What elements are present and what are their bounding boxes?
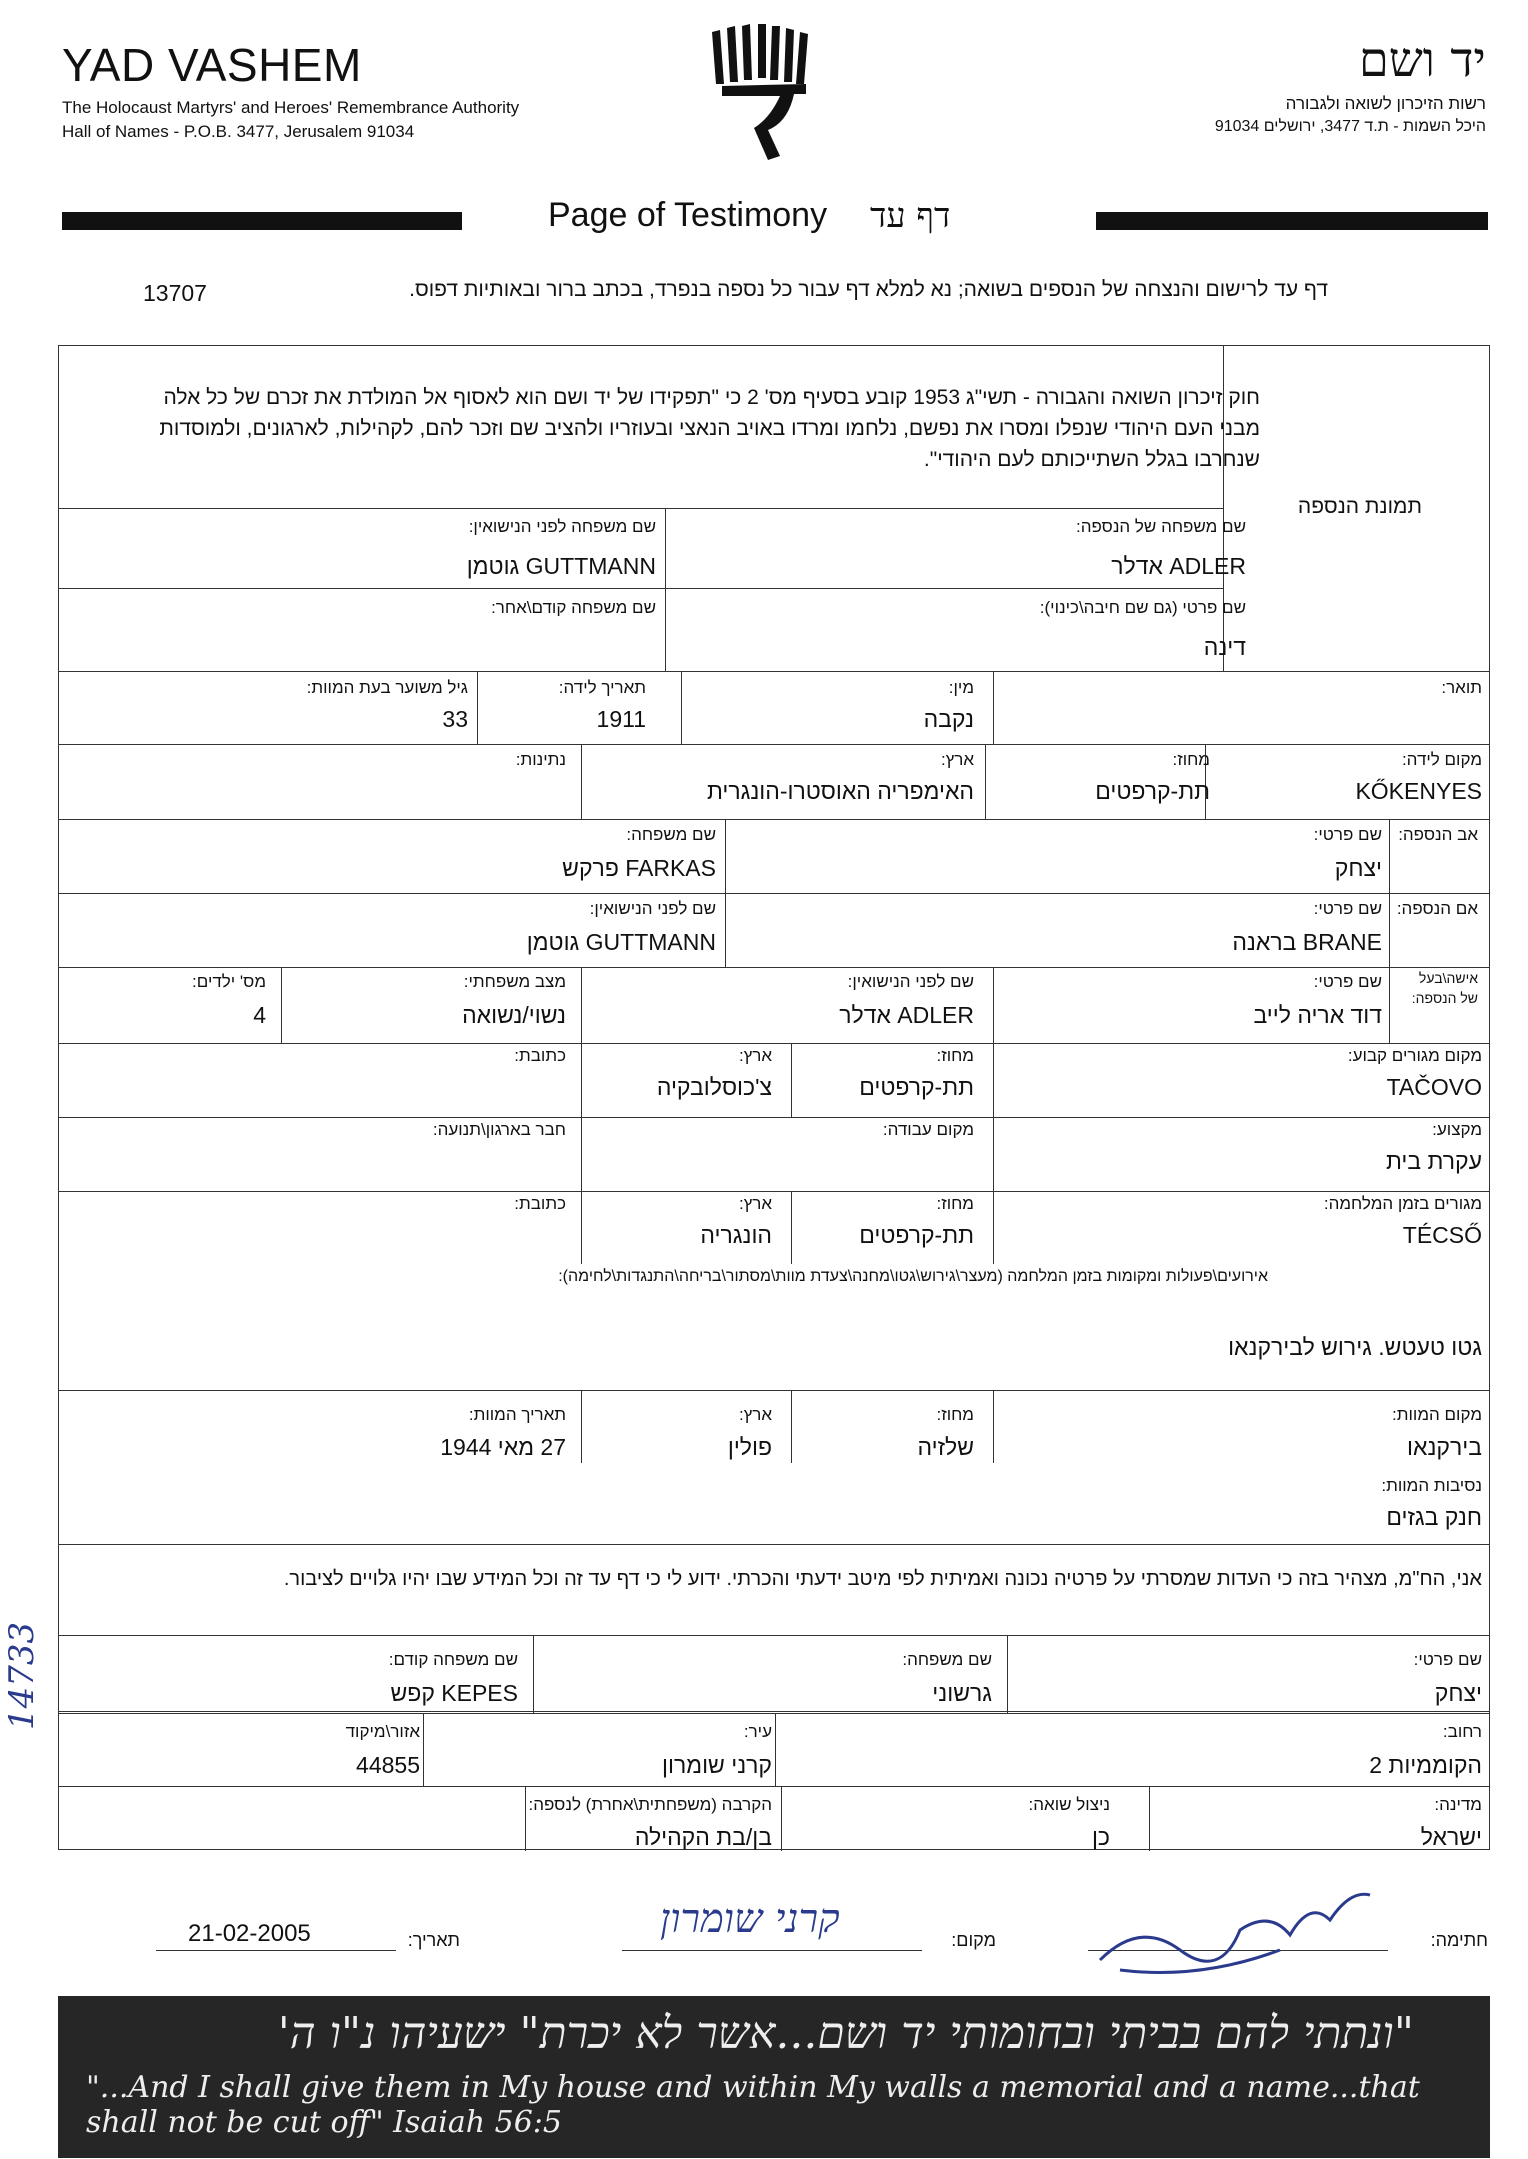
death-circumstances: חנק בגזים: [1386, 1504, 1482, 1530]
birth-country: האימפריה האוסטרו-הונגרית: [706, 778, 974, 804]
workplace-label: מקום עבודה:: [882, 1120, 974, 1139]
spouse-first-name-label: שם פרטי:: [1313, 972, 1382, 991]
marital-status: נשוי/נשואה: [462, 1002, 566, 1028]
wartime-residence-place: TÉCSŐ: [1402, 1222, 1482, 1248]
quote-english: "...And I shall give them in My house and within My walls a memorial and a name...that shall not be cut off" Isaiah 56:5: [86, 2070, 1420, 2140]
victim-previous-name-label: שם משפחה קודם\אחר:: [491, 598, 656, 617]
declaration-text: אני, הח"מ, מצהיר בזה כי העדות שמסרתי על פרטיה נכונה ואמיתית לפי מיטב ידעתי והכרתי. ידוע לי כי דף עד זה וכל המידע שבו יהיו גלויים לציבור.: [283, 1568, 1482, 1590]
father-surname-label: שם משפחה:: [626, 825, 716, 844]
form-number: 13707: [143, 280, 207, 306]
death-date: 27 מאי 1944: [440, 1434, 566, 1460]
org-address-en: Hall of Names - P.O.B. 3477, Jerusalem 91034: [62, 122, 415, 141]
membership-label: חבר בארגון\תנועה:: [432, 1120, 566, 1139]
survivor-label: ניצול שואה:: [1028, 1795, 1110, 1814]
org-address-he: היכל השמות - ת.ד 3477, ירושלים 91034: [1214, 118, 1486, 135]
wartime-country: הונגריה: [700, 1222, 772, 1248]
org-name-he: יד ושם: [1358, 32, 1486, 88]
wartime-events-label: אירועים\פעולות ומקומות בזמן המלחמה (מעצר\גירוש\גטו\מחנה\צעדת מוות\מסתור\בריחה\התנגדות\לחימה):: [558, 1268, 1268, 1285]
wartime-country-label: ארץ:: [738, 1194, 772, 1213]
submitter-country: ישראל: [1420, 1824, 1482, 1850]
birth-district-label: מחוז:: [1172, 750, 1210, 769]
death-country-label: ארץ:: [738, 1405, 772, 1424]
spouse-row-label-2: של הנספה:: [1411, 990, 1478, 1006]
spouse-maiden-name: ADLER אדלר: [839, 1002, 974, 1028]
death-place-label: מקום המוות:: [1392, 1405, 1482, 1424]
mother-first-name-label: שם פרטי:: [1313, 899, 1382, 918]
wartime-residence-label: מגורים בזמן המלחמה:: [1323, 1194, 1482, 1213]
submitter-prev-name-label: שם משפחה קודם:: [388, 1650, 518, 1669]
victim-photo-label: תמונת הנספה: [1297, 495, 1422, 518]
submitter-surname-label: שם משפחה:: [902, 1650, 992, 1669]
org-subtitle-he: רשות הזיכרון לשואה ולגבורה: [1285, 94, 1486, 113]
margin-handwritten-number: 14733: [2, 1621, 42, 1730]
victim-maiden-name: GUTTMANN גוטמן: [466, 553, 656, 579]
org-header-hebrew: [1215, 32, 1486, 136]
residence-country: צ'כוסלובקיה: [656, 1074, 772, 1100]
mother-maiden-label: שם לפני הנישואין:: [589, 899, 716, 918]
form-instructions: דף עד לרישום והנצחה של הנספים בשואה; נא למלא דף עבור כל נספה בנפרד, בכתב ברור ובאותיות דפוס.: [409, 278, 1328, 301]
death-place: בירקנאו: [1407, 1434, 1482, 1460]
zip: 44855: [356, 1752, 420, 1778]
marital-status-label: מצב משפחתי:: [463, 972, 566, 991]
signature-place-handwritten: קרני שומרון: [660, 1896, 840, 1942]
quote-hebrew: "ונתתי להם בביתי ובחומותי יד ושם...אשר לא יכרת" ישעיהו נ"ו ה': [277, 2008, 1414, 2059]
signature-date: 21-02-2005: [188, 1920, 311, 1947]
residence-label: מקום מגורים קבוע:: [1347, 1046, 1482, 1065]
mother-first-name: BRANE בראנה: [1232, 929, 1382, 955]
wartime-events: גטו טעטש. גירוש לבירקנאו: [1228, 1334, 1482, 1360]
street-label: רחוב:: [1442, 1722, 1482, 1741]
residence-address-label: כתובת:: [514, 1046, 566, 1065]
submitter-surname: גרשוני: [932, 1680, 992, 1706]
father-row-label: אב הנספה:: [1398, 825, 1478, 844]
submitter-prev-name: KEPES קפש: [390, 1680, 518, 1706]
victim-birthplace-label: מקום לידה:: [1401, 750, 1482, 769]
residence-district: תת-קרפטים: [859, 1074, 974, 1100]
father-surname: FARKAS פרקש: [562, 855, 716, 881]
page-title-he: דף עד: [870, 196, 951, 236]
profession: עקרת בית: [1386, 1148, 1482, 1174]
city-label: עיר:: [743, 1722, 772, 1741]
wartime-district-label: מחוז:: [936, 1194, 974, 1213]
profession-label: מקצוע:: [1432, 1120, 1482, 1139]
father-first-name: יצחק: [1334, 855, 1382, 881]
death-country: פולין: [727, 1434, 772, 1460]
spouse-first-name: דוד אריה לייב: [1253, 1002, 1382, 1028]
testimony-form: [58, 345, 1490, 1850]
birth-district: תת-קרפטים: [1095, 778, 1210, 804]
yad-vashem-logo-icon: [710, 22, 820, 162]
father-first-name-label: שם פרטי:: [1313, 825, 1382, 844]
street: הקוממיות 2: [1369, 1752, 1482, 1778]
quote-banner: [58, 1996, 1490, 2158]
signature-date-label: תאריך:: [407, 1930, 460, 1950]
victim-dob-label: תאריך לידה:: [558, 678, 646, 697]
residence-district-label: מחוז:: [936, 1046, 974, 1065]
org-header-english: [62, 38, 519, 142]
law-text: חוק זיכרון השואה והגבורה - תשי"ג 1953 קובע בסעיף מס' 2 כי "תפקידו של יד ושם הוא לאסוף אל המולדת את זכרם של כל אלה מבני העם היהודי שנפלו ומסרו את נפשם, נלחמו ומרדו באויב הנאצי ובעוזריו ולהציב שם וזכר להם, לקהילות, לארגונים, ולמוסדות שנחרבו בגלל השתייכותם לעם היהודי".: [159, 386, 1260, 471]
residence-place: TAČOVO: [1386, 1074, 1482, 1100]
victim-maiden-label: שם משפחה לפני הנישואין:: [468, 517, 656, 536]
victim-age: 33: [442, 706, 468, 732]
death-circumstances-label: נסיבות המוות:: [1381, 1476, 1482, 1495]
survivor: כן: [1091, 1824, 1110, 1850]
spouse-row-label: אישה\בעל: [1418, 970, 1478, 986]
signature-icon: [1080, 1880, 1380, 1990]
submitter-country-label: מדינה:: [1434, 1795, 1482, 1814]
victim-nationality-label: נתינות:: [515, 750, 566, 769]
death-district-label: מחוז:: [936, 1405, 974, 1424]
zip-label: אזור\מיקוד: [345, 1722, 420, 1741]
victim-first-name-label: שם פרטי (גם שם חיבה\כינוי):: [1039, 598, 1246, 617]
victim-title-label: תואר:: [1441, 678, 1482, 697]
city: קרני שומרון: [662, 1752, 772, 1778]
page-title-en: Page of Testimony: [548, 196, 828, 234]
wartime-address-label: כתובת:: [514, 1194, 566, 1213]
spouse-maiden-label: שם לפני הנישואין:: [847, 972, 974, 991]
children-count-label: מס' ילדים:: [192, 972, 266, 991]
victim-surname-label: שם משפחה של הנספה:: [1075, 517, 1246, 536]
victim-surname: ADLER אדלר: [1111, 553, 1246, 579]
title-bar-left: [62, 212, 462, 230]
victim-gender: נקבה: [923, 706, 974, 732]
victim-gender-label: מין:: [948, 678, 974, 697]
signature-label: חתימה:: [1430, 1930, 1488, 1950]
victim-age-label: גיל משוער בעת המוות:: [306, 678, 468, 697]
wartime-district: תת-קרפטים: [859, 1222, 974, 1248]
death-date-label: תאריך המוות:: [468, 1405, 566, 1424]
residence-country-label: ארץ:: [738, 1046, 772, 1065]
org-subtitle-en: The Holocaust Martyrs' and Heroes' Remembrance Authority: [62, 98, 520, 117]
victim-birthplace: KŐKENYES: [1355, 778, 1482, 804]
mother-row-label: אם הנספה:: [1396, 899, 1478, 918]
victim-first-name: דינה: [1203, 634, 1246, 660]
children-count: 4: [253, 1002, 266, 1028]
submitter-first-name: יצחק: [1434, 1680, 1482, 1706]
signature-place-label: מקום:: [951, 1930, 996, 1950]
relation: בן/בת הקהילה: [634, 1824, 772, 1850]
victim-dob: 1911: [596, 706, 646, 732]
submitter-first-name-label: שם פרטי:: [1413, 1650, 1482, 1669]
relation-label: הקרבה (משפחתית\אחרת) לנספה:: [528, 1795, 772, 1814]
birth-country-label: ארץ:: [940, 750, 974, 769]
org-name-en: YAD VASHEM: [62, 39, 362, 91]
mother-maiden-name: GUTTMANN גוטמן: [526, 929, 716, 955]
title-bar-right: [1096, 212, 1488, 230]
death-district: שלזיה: [917, 1434, 974, 1460]
